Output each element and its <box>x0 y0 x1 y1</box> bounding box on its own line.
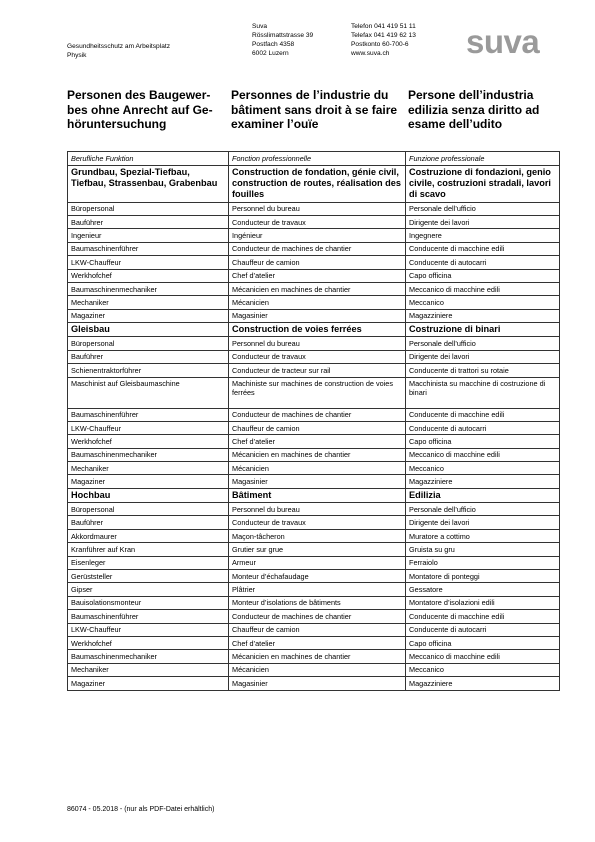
section-heading-row <box>68 323 560 337</box>
table-row <box>68 556 560 569</box>
table-row <box>68 663 560 676</box>
table-row <box>68 543 560 556</box>
table-cell: Mechaniker <box>68 462 229 475</box>
table-cell: Büropersonal <box>68 202 229 215</box>
table-cell: Ingenieur <box>68 229 229 242</box>
table-cell: Dirigente dei lavori <box>406 216 560 229</box>
table-cell: LKW-Chauffeur <box>68 421 229 434</box>
section-heading-row <box>68 166 560 203</box>
table-cell: Werkhofchef <box>68 269 229 282</box>
table-cell: Maçon-tâcheron <box>229 529 406 542</box>
table-cell: Conducteur de machines de chantier <box>229 408 406 421</box>
table-cell: Mécanicien <box>229 663 406 676</box>
table-cell: Schienentraktorführer <box>68 364 229 377</box>
table-cell: Muratore a cottimo <box>406 529 560 542</box>
table-cell: Grutier sur grue <box>229 543 406 556</box>
table-cell: Conducteur de travaux <box>229 216 406 229</box>
section-heading: Hochbau <box>68 488 229 502</box>
table-cell: Meccanico <box>406 296 560 309</box>
table-cell: Magazziniere <box>406 677 560 690</box>
table-cell: Chauffeur de camion <box>229 623 406 636</box>
table-cell: Baumaschinenführer <box>68 408 229 421</box>
table-cell: Werkhofchef <box>68 636 229 649</box>
table-cell: Personale dell’ufficio <box>406 503 560 516</box>
table-row <box>68 610 560 623</box>
table-cell: Ferraiolo <box>406 556 560 569</box>
table-row <box>68 256 560 269</box>
table-cell: Baumaschinenführer <box>68 242 229 255</box>
table-cell: Bauführer <box>68 516 229 529</box>
table-cell: Büropersonal <box>68 337 229 350</box>
table-cell: Personnel du bureau <box>229 503 406 516</box>
table-cell: Conducteur de machines de chantier <box>229 242 406 255</box>
table-cell: Meccanico <box>406 462 560 475</box>
table-row <box>68 421 560 434</box>
table-cell: Armeur <box>229 556 406 569</box>
table-row <box>68 623 560 636</box>
table-cell: Bauisolationsmonteur <box>68 596 229 609</box>
table-cell: Chef d’atelier <box>229 636 406 649</box>
table-cell: Conducteur de machines de chantier <box>229 610 406 623</box>
table-row <box>68 516 560 529</box>
table-cell: Baumaschinenmechaniker <box>68 448 229 461</box>
address-line: Rösslimattstrasse 39 <box>252 32 314 39</box>
contact-line: Telefax 041 419 62 13 <box>351 32 416 39</box>
section-heading: Gleisbau <box>68 323 229 337</box>
table-cell: Montatore d’isolazioni edili <box>406 596 560 609</box>
table-cell: Capo officina <box>406 435 560 448</box>
table-cell: Conducente di trattori su rotaie <box>406 364 560 377</box>
postal-address <box>252 22 313 58</box>
table-cell: Gessatore <box>406 583 560 596</box>
address-line: Postfach 4358 <box>252 41 295 48</box>
table-cell: Conducente di macchine edili <box>406 242 560 255</box>
table-cell: Plâtrier <box>229 583 406 596</box>
table-cell: Magaziner <box>68 309 229 322</box>
table-row <box>68 448 560 461</box>
address-line: 6002 Luzern <box>252 50 289 57</box>
table-cell: Maschinist auf Gleisbaumaschine <box>68 377 229 408</box>
table-cell: Mécanicien <box>229 296 406 309</box>
table-cell: Meccanico di macchine edili <box>406 650 560 663</box>
table-cell: Personale dell’ufficio <box>406 202 560 215</box>
table-cell: Personnel du bureau <box>229 202 406 215</box>
table-cell: Chauffeur de camion <box>229 256 406 269</box>
column-header: Funzione professionale <box>406 152 560 166</box>
table-cell: Kranführer auf Kran <box>68 543 229 556</box>
table-cell: Montatore di ponteggi <box>406 570 560 583</box>
table-cell: Magasinier <box>229 309 406 322</box>
table-row <box>68 242 560 255</box>
column-header-row <box>68 152 560 166</box>
table-row <box>68 408 560 421</box>
table-row <box>68 503 560 516</box>
section-heading: Construction de fondation, génie civil, construction de routes, réalisation des fouilles <box>229 166 406 203</box>
table-cell: Personnel du bureau <box>229 337 406 350</box>
section-heading-row <box>68 488 560 502</box>
table-row <box>68 650 560 663</box>
table-cell: Mécanicien en machines de chantier <box>229 650 406 663</box>
table-cell: Bauführer <box>68 350 229 363</box>
table-row <box>68 596 560 609</box>
table-cell: Magazziniere <box>406 309 560 322</box>
table-cell: Meccanico <box>406 663 560 676</box>
title-italian: Persone dell’industria edilizia senza diritto ad esame dell’udito <box>408 88 540 131</box>
table-cell: Ingegnere <box>406 229 560 242</box>
table-cell: Ingénieur <box>229 229 406 242</box>
table-cell: Chef d’atelier <box>229 435 406 448</box>
table-cell: Gruista su gru <box>406 543 560 556</box>
table-body <box>68 152 560 691</box>
occupation-table <box>67 151 560 691</box>
table-cell: Baumaschinenführer <box>68 610 229 623</box>
title-french: Personnes de l’industrie du bâtiment sans droit à se faire examiner l’ouïe <box>231 88 398 131</box>
table-row <box>68 337 560 350</box>
table-row <box>68 350 560 363</box>
column-header: Berufliche Funktion <box>68 152 229 166</box>
table-cell: Baumaschinenmechaniker <box>68 282 229 295</box>
section-heading: Costruzione di binari <box>406 323 560 337</box>
table-cell: Personale dell’ufficio <box>406 337 560 350</box>
table-cell: Mécanicien en machines de chantier <box>229 448 406 461</box>
org-line: Gesundheitsschutz am Arbeitsplatz <box>67 43 170 50</box>
table-cell: Bauführer <box>68 216 229 229</box>
table-row <box>68 229 560 242</box>
table-row <box>68 282 560 295</box>
table-row <box>68 462 560 475</box>
table-cell: Capo officina <box>406 636 560 649</box>
table-cell: Meccanico di macchine edili <box>406 282 560 295</box>
section-heading: Construction de voies ferrées <box>229 323 406 337</box>
table-cell: Büropersonal <box>68 503 229 516</box>
table-row <box>68 529 560 542</box>
table-cell: Mécanicien <box>229 462 406 475</box>
table-cell: Mechaniker <box>68 296 229 309</box>
table-row <box>68 364 560 377</box>
table-row <box>68 377 560 408</box>
table-cell: Akkordmaurer <box>68 529 229 542</box>
table-row <box>68 475 560 488</box>
table-row <box>68 583 560 596</box>
table-cell: Capo officina <box>406 269 560 282</box>
table-cell: Macchinista su macchine di costruzione di binari <box>406 377 560 408</box>
table-cell: Magaziner <box>68 677 229 690</box>
table-cell: Gerüststeller <box>68 570 229 583</box>
contact-info <box>351 22 416 58</box>
table-row <box>68 296 560 309</box>
table-cell: Gipser <box>68 583 229 596</box>
table-cell: Conducteur de travaux <box>229 516 406 529</box>
table-cell: Chef d’atelier <box>229 269 406 282</box>
section-heading: Bâtiment <box>229 488 406 502</box>
table-cell: Conducente di autocarri <box>406 623 560 636</box>
table-cell: Machiniste sur machines de construction de voies ferrées <box>229 377 406 408</box>
table-cell: Conducente di macchine edili <box>406 408 560 421</box>
section-heading: Edilizia <box>406 488 560 502</box>
table-cell: Werkhofchef <box>68 435 229 448</box>
table-cell: Conducente di macchine edili <box>406 610 560 623</box>
column-header: Fonction professionnelle <box>229 152 406 166</box>
table-cell: Chauffeur de camion <box>229 421 406 434</box>
document-titles <box>67 88 559 132</box>
suva-logo: suva <box>466 23 540 60</box>
table-row <box>68 309 560 322</box>
table-cell: Conducente di autocarri <box>406 421 560 434</box>
table-cell: Meccanico di macchine edili <box>406 448 560 461</box>
title-german: Personen des Baugewer-bes ohne Anrecht auf Ge-höruntersuchung <box>67 88 213 131</box>
table-cell: Monteur d’isolations de bâtiments <box>229 596 406 609</box>
table-cell: Conducteur de travaux <box>229 350 406 363</box>
contact-line: Telefon 041 419 51 11 <box>351 23 416 30</box>
table-cell: Conducteur de tracteur sur rail <box>229 364 406 377</box>
address-line: Suva <box>252 23 268 30</box>
table-cell: Magasinier <box>229 677 406 690</box>
document-footer: 86074 - 05.2018 - (nur als PDF-Datei erhältlich) <box>67 806 215 813</box>
org-department <box>67 42 170 60</box>
org-line: Physik <box>67 52 87 59</box>
table-row <box>68 636 560 649</box>
table-cell: Conducente di autocarri <box>406 256 560 269</box>
table-cell: Magazziniere <box>406 475 560 488</box>
table-row <box>68 435 560 448</box>
contact-line: www.suva.ch <box>351 50 390 57</box>
table-cell: Dirigente dei lavori <box>406 516 560 529</box>
table-row <box>68 202 560 215</box>
table-cell: Baumaschinenmechaniker <box>68 650 229 663</box>
table-cell: Mechaniker <box>68 663 229 676</box>
table-cell: LKW-Chauffeur <box>68 256 229 269</box>
table-cell: Magaziner <box>68 475 229 488</box>
table-cell: Magasinier <box>229 475 406 488</box>
contact-line: Postkonto 60-700-6 <box>351 41 409 48</box>
table-row <box>68 570 560 583</box>
table-row <box>68 269 560 282</box>
section-heading: Costruzione di fondazioni, genio civile, costruzioni stradali, lavori di scavo <box>406 166 560 203</box>
table-cell: Mécanicien en machines de chantier <box>229 282 406 295</box>
table-row <box>68 216 560 229</box>
table-cell: Dirigente dei lavori <box>406 350 560 363</box>
table-row <box>68 677 560 690</box>
table-cell: LKW-Chauffeur <box>68 623 229 636</box>
table-cell: Monteur d’échafaudage <box>229 570 406 583</box>
section-heading: Grundbau, Spezial-Tiefbau, Tiefbau, Strassenbau, Grabenbau <box>68 166 229 203</box>
table-cell: Eisenleger <box>68 556 229 569</box>
